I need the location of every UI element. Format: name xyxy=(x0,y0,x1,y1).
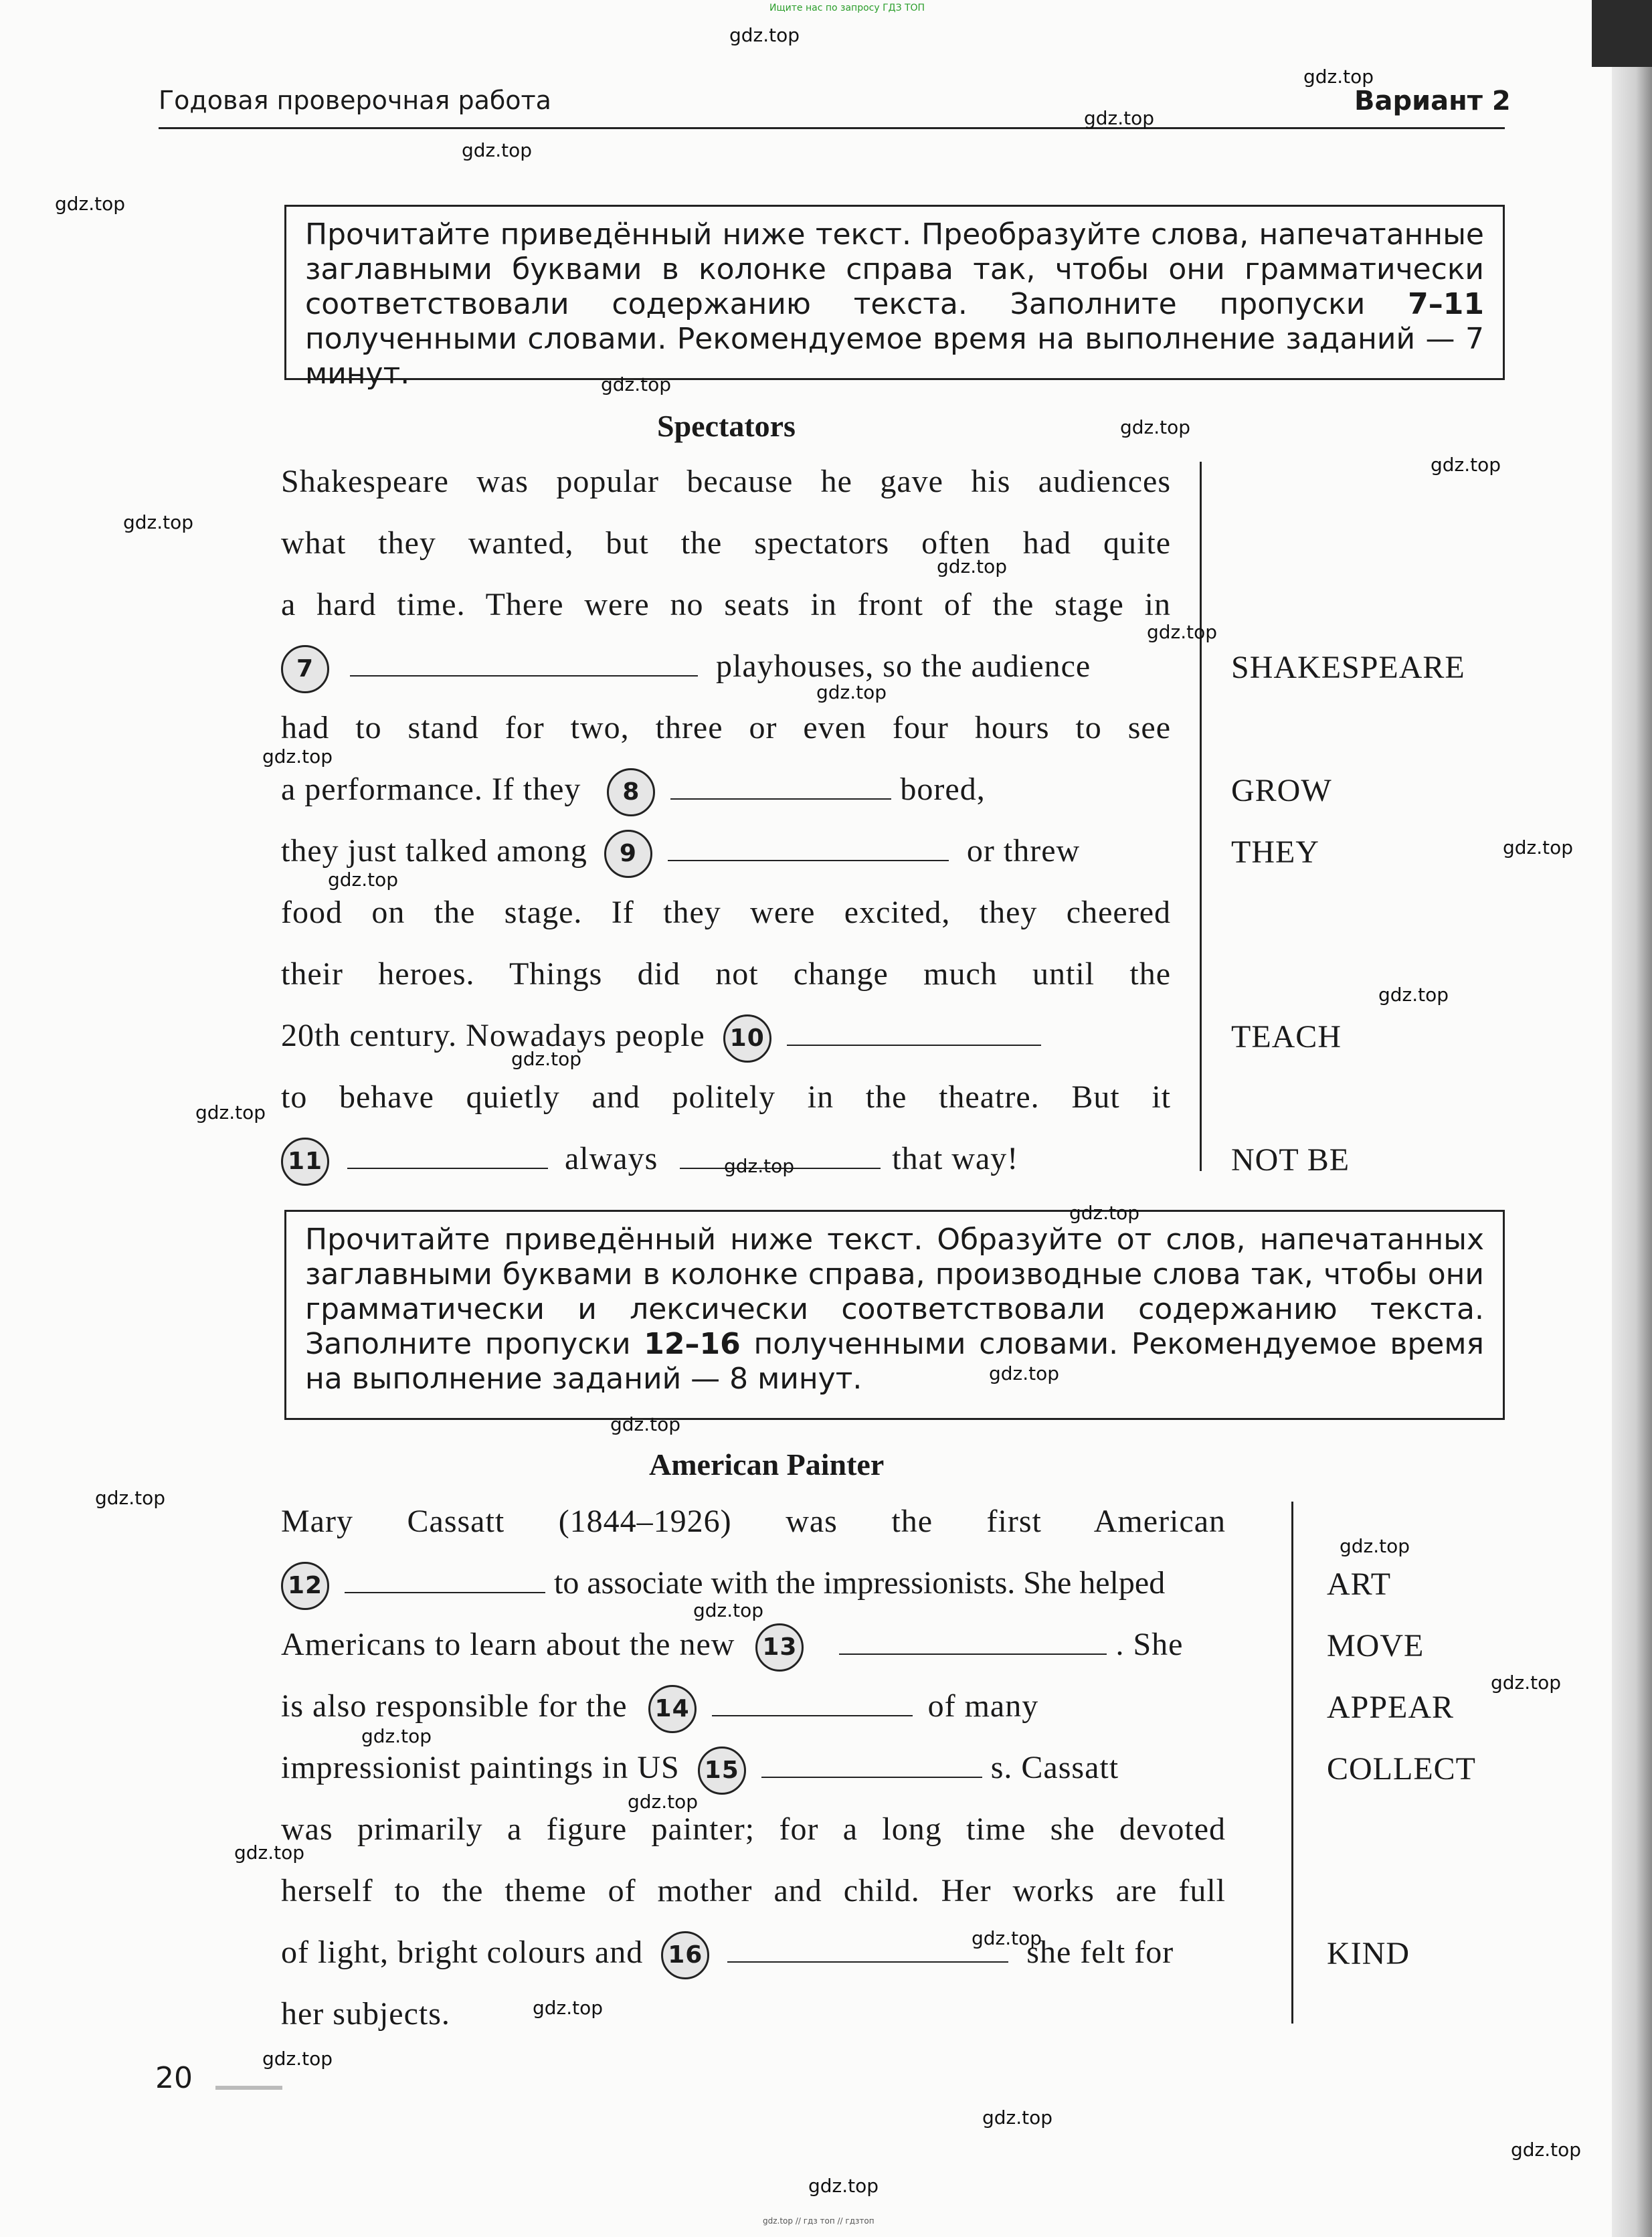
task1-line-6 xyxy=(281,763,1171,816)
task1-line-11 xyxy=(281,1071,1171,1124)
watermark: gdz.top xyxy=(328,869,399,891)
watermark: gdz.top xyxy=(1084,107,1155,129)
watermark: gdz.top xyxy=(511,1048,582,1070)
task1-title: Spectators xyxy=(657,409,796,443)
gap-number-9: 9 xyxy=(604,830,652,878)
task1-line-2 xyxy=(281,517,1171,570)
line-text: had to stand for two, three or even four hours to see xyxy=(281,710,1171,745)
answer-blank-11a[interactable] xyxy=(347,1141,548,1169)
watermark: gdz.top xyxy=(1511,2139,1582,2161)
keyword-14: APPEAR xyxy=(1327,1690,1455,1725)
watermark: gdz.top xyxy=(628,1791,699,1813)
line-text: Mary Cassatt (1844–1926) was the first American xyxy=(281,1504,1226,1539)
line-text: playhouses, so the audience xyxy=(716,648,1091,684)
line-text: or threw xyxy=(966,833,1081,869)
watermark: gdz.top xyxy=(262,745,333,768)
watermark: gdz.top xyxy=(361,1725,432,1747)
watermark: gdz.top xyxy=(693,1599,764,1621)
task1-instruction-range: 7–11 xyxy=(1408,287,1484,321)
watermark: gdz.top xyxy=(1491,1672,1562,1694)
watermark: gdz.top xyxy=(937,555,1008,577)
gap-number-10: 10 xyxy=(723,1014,771,1063)
keyword-11: NOT BE xyxy=(1231,1142,1350,1178)
gap-number-14: 14 xyxy=(648,1685,697,1733)
page-edge-shadow xyxy=(1612,0,1652,2237)
watermark: gdz.top xyxy=(1340,1535,1410,1557)
scan-corner xyxy=(1592,0,1652,67)
keyword-10: TEACH xyxy=(1231,1019,1342,1055)
gap-number-12: 12 xyxy=(281,1562,329,1610)
line-text: always xyxy=(565,1141,658,1176)
line-text: of many xyxy=(927,1688,1039,1724)
line-text: was primarily a figure painter; for a long time she devoted xyxy=(281,1811,1226,1847)
watermark: gdz.top xyxy=(816,681,887,703)
line-text: Americans to learn about the new xyxy=(281,1627,735,1662)
watermark: gdz.top xyxy=(533,1997,604,2019)
line-text: she felt for xyxy=(1026,1935,1174,1970)
keyword-15: COLLECT xyxy=(1327,1751,1476,1787)
watermark: gdz.top xyxy=(982,2107,1053,2129)
header-rule xyxy=(159,127,1505,129)
gap-number-16: 16 xyxy=(661,1931,709,1979)
watermark: gdz.top xyxy=(724,1155,795,1177)
gap-number-11: 11 xyxy=(281,1138,329,1186)
line-text: of light, bright colours and xyxy=(281,1935,644,1970)
line-text: that way! xyxy=(892,1141,1019,1176)
page-number-bar xyxy=(215,2086,282,2090)
watermark: gdz.top xyxy=(610,1413,681,1435)
task2-line-5 xyxy=(281,1741,1251,1795)
watermark: gdz.top xyxy=(123,511,194,533)
task2-instruction-range: 12–16 xyxy=(644,1327,741,1361)
line-text: impressionist paintings in US xyxy=(281,1750,680,1785)
line-text: what they wanted, but the spectators often had quite xyxy=(281,525,1171,561)
task2-title: American Painter xyxy=(649,1447,885,1482)
keyword-8: GROW xyxy=(1231,773,1332,808)
line-text: her subjects. xyxy=(281,1996,450,2032)
answer-blank-8[interactable] xyxy=(670,772,891,800)
task1-line-4 xyxy=(281,640,1171,693)
task1-instruction-post: полученными словами. Рекомендуемое время на выполнение заданий — 7 минут. xyxy=(305,322,1484,391)
task2-line-7 xyxy=(281,1864,1226,1918)
line-text: herself to the theme of mother and child. Her works are full xyxy=(281,1873,1226,1908)
answer-blank-15[interactable] xyxy=(761,1750,982,1778)
watermark: gdz.top xyxy=(989,1362,1060,1384)
keyword-9: THEY xyxy=(1231,834,1319,870)
watermark: gdz.top xyxy=(1503,836,1574,859)
line-text: bored, xyxy=(900,772,986,807)
answer-blank-14[interactable] xyxy=(712,1688,913,1716)
answer-blank-9[interactable] xyxy=(668,833,949,861)
gap-number-7: 7 xyxy=(281,645,329,693)
keyword-13: MOVE xyxy=(1327,1628,1425,1664)
task2-line-3 xyxy=(281,1618,1251,1672)
watermark: gdz.top xyxy=(1431,454,1501,476)
task1-line-7 xyxy=(281,824,1171,878)
answer-blank-7[interactable] xyxy=(350,648,698,677)
task1-column-divider xyxy=(1200,462,1202,1171)
task2-instruction-post: полученными словами. Рекомендуемое время на выполнение заданий — 8 минут. xyxy=(305,1327,1484,1396)
watermark: gdz.top xyxy=(195,1101,266,1124)
line-text: a performance. If they xyxy=(281,772,581,807)
gap-number-8: 8 xyxy=(607,768,655,816)
keyword-16: KIND xyxy=(1327,1936,1410,1971)
header-title: Годовая проверочная работа xyxy=(159,86,551,115)
line-text: s. Cassatt xyxy=(990,1750,1119,1785)
task2-line-6 xyxy=(281,1803,1226,1856)
watermark: gdz.top xyxy=(601,373,672,395)
task2-line-9 xyxy=(281,1987,1251,2041)
watermark: gdz.top xyxy=(1069,1202,1140,1224)
bottom-note: gdz.top // гдз топ // гдзтоп xyxy=(763,2216,875,2226)
task1-line-5 xyxy=(281,701,1171,755)
watermark: gdz.top xyxy=(1378,984,1449,1006)
gap-number-13: 13 xyxy=(755,1623,804,1672)
watermark: gdz.top xyxy=(462,139,533,161)
watermark: gdz.top xyxy=(95,1487,166,1509)
task1-line-9 xyxy=(281,948,1171,1001)
watermark: gdz.top xyxy=(1147,621,1218,643)
task2-line-1 xyxy=(281,1495,1226,1548)
line-text: is also responsible for the xyxy=(281,1688,628,1724)
header-variant: Вариант 2 xyxy=(1354,86,1511,116)
task1-line-10 xyxy=(281,1009,1171,1063)
line-text: to behave quietly and politely in the theatre. But it xyxy=(281,1079,1171,1115)
answer-blank-13[interactable] xyxy=(839,1627,1107,1655)
page-number: 20 xyxy=(155,2061,193,2095)
gap-number-15: 15 xyxy=(698,1747,746,1795)
line-text: to associate with the impressionists. She helped xyxy=(554,1565,1166,1601)
task2-column-divider xyxy=(1291,1502,1293,2024)
top-note: Ищите нас по запросу ГДЗ ТОП xyxy=(769,3,925,13)
answer-blank-10[interactable] xyxy=(787,1018,1041,1046)
task2-line-8 xyxy=(281,1926,1251,1979)
line-text: 20th century. Nowadays people xyxy=(281,1018,705,1053)
watermark: gdz.top xyxy=(1303,66,1374,88)
watermark: gdz.top xyxy=(729,24,800,46)
line-text: food on the stage. If they were excited, they cheered xyxy=(281,895,1171,930)
task1-line-8 xyxy=(281,886,1171,939)
watermark: gdz.top xyxy=(234,1842,305,1864)
watermark: gdz.top xyxy=(972,1927,1042,1949)
task2-line-2 xyxy=(281,1556,1251,1610)
task1-line-3 xyxy=(281,578,1171,632)
line-text: a hard time. There were no seats in front of the stage in xyxy=(281,587,1171,622)
watermark: gdz.top xyxy=(808,2175,879,2197)
task2-instruction-box xyxy=(284,1210,1505,1420)
watermark: gdz.top xyxy=(1120,416,1191,438)
watermark: gdz.top xyxy=(55,193,126,215)
task1-instruction-pre: Прочитайте приведённый ниже текст. Преобразуйте слова, напечатанные заглавными буквами в колонке справа так, чтобы они грамматически соответствовали содержанию текста. Заполните пропуски xyxy=(305,217,1484,321)
keyword-12: ART xyxy=(1327,1567,1392,1602)
line-text: Shakespeare was popular because he gave his audiences xyxy=(281,464,1171,499)
line-text: their heroes. Things did not change much until the xyxy=(281,956,1171,992)
line-text: they just talked among xyxy=(281,833,587,869)
keyword-7: SHAKESPEARE xyxy=(1231,650,1465,685)
task2-instruction-pre: Прочитайте приведённый ниже текст. Образуйте от слов, напечатанных заглавными буквами в колонке справа, производные слова так, чтобы они грамматически и лексически соответствовали содержанию текста. Заполните пропуски xyxy=(305,1223,1484,1361)
line-text: . She xyxy=(1115,1627,1184,1662)
answer-blank-12[interactable] xyxy=(345,1565,545,1593)
watermark: gdz.top xyxy=(262,2048,333,2070)
answer-blank-16[interactable] xyxy=(727,1935,1008,1963)
task1-line-1 xyxy=(281,455,1171,509)
